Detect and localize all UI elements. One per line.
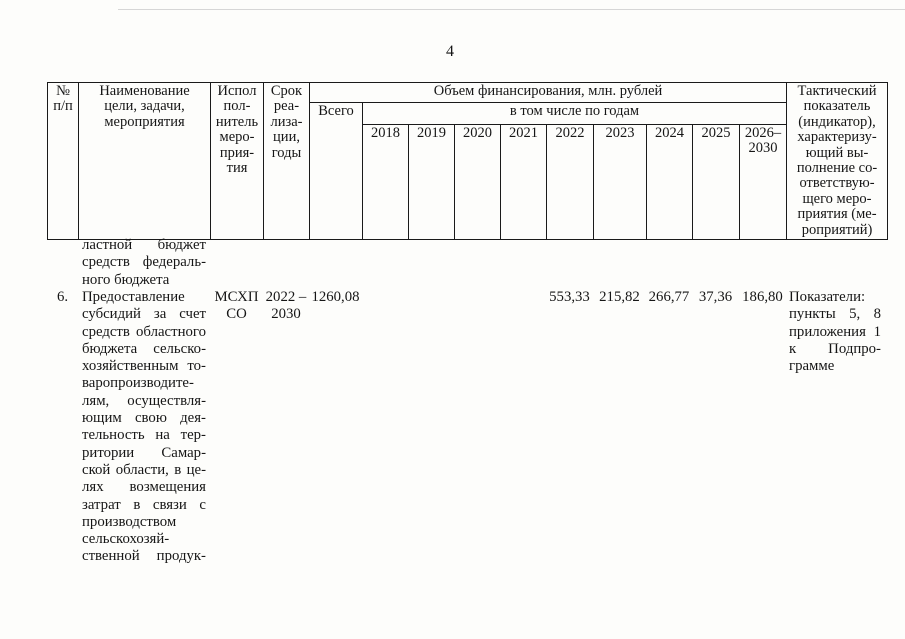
row-year-value: 553,33 bbox=[549, 289, 590, 305]
header-executor: Испол пол- нитель меро- прия- тия bbox=[211, 83, 264, 240]
word: 5, bbox=[849, 306, 861, 323]
row-name bbox=[82, 289, 206, 566]
word: свою bbox=[134, 410, 167, 427]
page-number: 4 bbox=[446, 43, 454, 60]
header-name: Наименование цели, задачи, мероприятия bbox=[79, 83, 211, 240]
row-number: 6. bbox=[56, 289, 69, 305]
word: це- bbox=[186, 461, 206, 478]
indicator-line: грамме bbox=[789, 358, 835, 375]
header-year: 2020 bbox=[455, 125, 501, 240]
name-line bbox=[82, 324, 206, 341]
header-funding: Объем финансирования, млн. рублей bbox=[310, 83, 787, 103]
header-year: 2024 bbox=[647, 125, 693, 240]
header-period: Срок реа- лиза- ции, годы bbox=[264, 83, 310, 240]
header-year: 2025 bbox=[693, 125, 740, 240]
header-year: 2018 bbox=[363, 125, 409, 240]
name-line bbox=[82, 341, 206, 358]
word: ритории bbox=[82, 444, 135, 461]
header-by-years: в том числе по годам bbox=[363, 103, 787, 125]
word: к bbox=[789, 340, 797, 357]
word: сельско- bbox=[153, 340, 206, 357]
word: Подпро- bbox=[828, 340, 881, 357]
header-year: 2023 bbox=[594, 125, 647, 240]
header-number: № п/п bbox=[48, 83, 79, 240]
financing-table-header bbox=[47, 82, 888, 240]
name-line: Предоставление bbox=[82, 289, 185, 305]
word: осуществля- bbox=[127, 392, 206, 409]
word: тельность bbox=[82, 427, 145, 444]
word: средств bbox=[82, 323, 130, 340]
word: за bbox=[153, 306, 167, 323]
name-line: сельскохозяй- bbox=[82, 531, 170, 548]
word: 1 bbox=[873, 323, 881, 340]
word: счет bbox=[179, 306, 206, 323]
word: с bbox=[199, 496, 206, 513]
word: Самар- bbox=[161, 444, 206, 461]
word: ской bbox=[82, 461, 111, 478]
name-line bbox=[82, 445, 206, 462]
header-year: 2021 bbox=[501, 125, 547, 240]
header-year: 2019 bbox=[409, 125, 455, 240]
name-line bbox=[82, 497, 206, 514]
row-year-value: 215,82 bbox=[599, 289, 640, 305]
name-line: производством bbox=[82, 513, 177, 530]
row-total: 1260,08 bbox=[311, 289, 360, 305]
name-line bbox=[82, 410, 206, 427]
name-line bbox=[82, 462, 206, 479]
scan-edge-line bbox=[118, 9, 905, 10]
header-total: Всего bbox=[310, 103, 363, 240]
word: лях bbox=[82, 479, 104, 496]
word: средств bbox=[82, 254, 130, 271]
word: субсидий bbox=[82, 306, 141, 323]
indicator-line: Показатели: bbox=[789, 289, 866, 305]
word: бюджета bbox=[82, 340, 138, 357]
word: дея- bbox=[180, 410, 206, 427]
name-line: варопроизводите- bbox=[82, 375, 194, 392]
word: затрат bbox=[82, 496, 121, 513]
header-indicator: Тактический показатель (индикатор), характеризу- ющий вы- полнение со- ответствую- щего меро- приятия (ме- роприятий) bbox=[787, 83, 888, 240]
word: тер- bbox=[180, 427, 206, 444]
row-name-continuation bbox=[82, 237, 206, 289]
word: то- bbox=[187, 358, 206, 375]
word: лям, bbox=[82, 392, 110, 409]
name-line bbox=[82, 548, 206, 565]
word: пункты bbox=[789, 306, 836, 323]
word: федераль- bbox=[142, 254, 206, 271]
row-year-value: 37,36 bbox=[698, 289, 733, 305]
word: возмещения bbox=[129, 479, 206, 496]
word: в bbox=[174, 461, 182, 478]
word: на bbox=[155, 427, 170, 444]
word: ющим bbox=[82, 410, 122, 427]
word: 8 bbox=[873, 306, 881, 323]
name-line bbox=[82, 306, 206, 323]
header-year: 2026– 2030 bbox=[740, 125, 787, 240]
word: ственной bbox=[82, 548, 140, 565]
word: области, bbox=[115, 461, 169, 478]
row-year-value: 186,80 bbox=[742, 289, 783, 305]
word: областного bbox=[136, 323, 206, 340]
word: приложения bbox=[789, 323, 866, 340]
header-row bbox=[48, 83, 888, 103]
row-year-value: 266,77 bbox=[648, 289, 690, 305]
row-indicator bbox=[789, 289, 881, 375]
name-line bbox=[82, 427, 206, 444]
row-period: 2022 – 2030 bbox=[265, 289, 307, 323]
name-line bbox=[82, 254, 206, 271]
indicator-line bbox=[789, 306, 881, 323]
name-line bbox=[82, 358, 206, 375]
name-line bbox=[82, 479, 206, 496]
word: бюджет bbox=[157, 237, 206, 253]
indicator-line bbox=[789, 341, 881, 358]
row-executor: МСХП СО bbox=[214, 289, 259, 323]
name-line: ного бюджета bbox=[82, 271, 170, 288]
word: в bbox=[133, 496, 141, 513]
word: ластной bbox=[82, 237, 133, 253]
header-year: 2022 bbox=[547, 125, 594, 240]
name-line bbox=[82, 237, 206, 254]
name-line bbox=[82, 393, 206, 410]
word: хозяйственным bbox=[82, 358, 179, 375]
word: связи bbox=[152, 496, 187, 513]
indicator-line bbox=[789, 324, 881, 341]
word: продук- bbox=[156, 548, 206, 565]
